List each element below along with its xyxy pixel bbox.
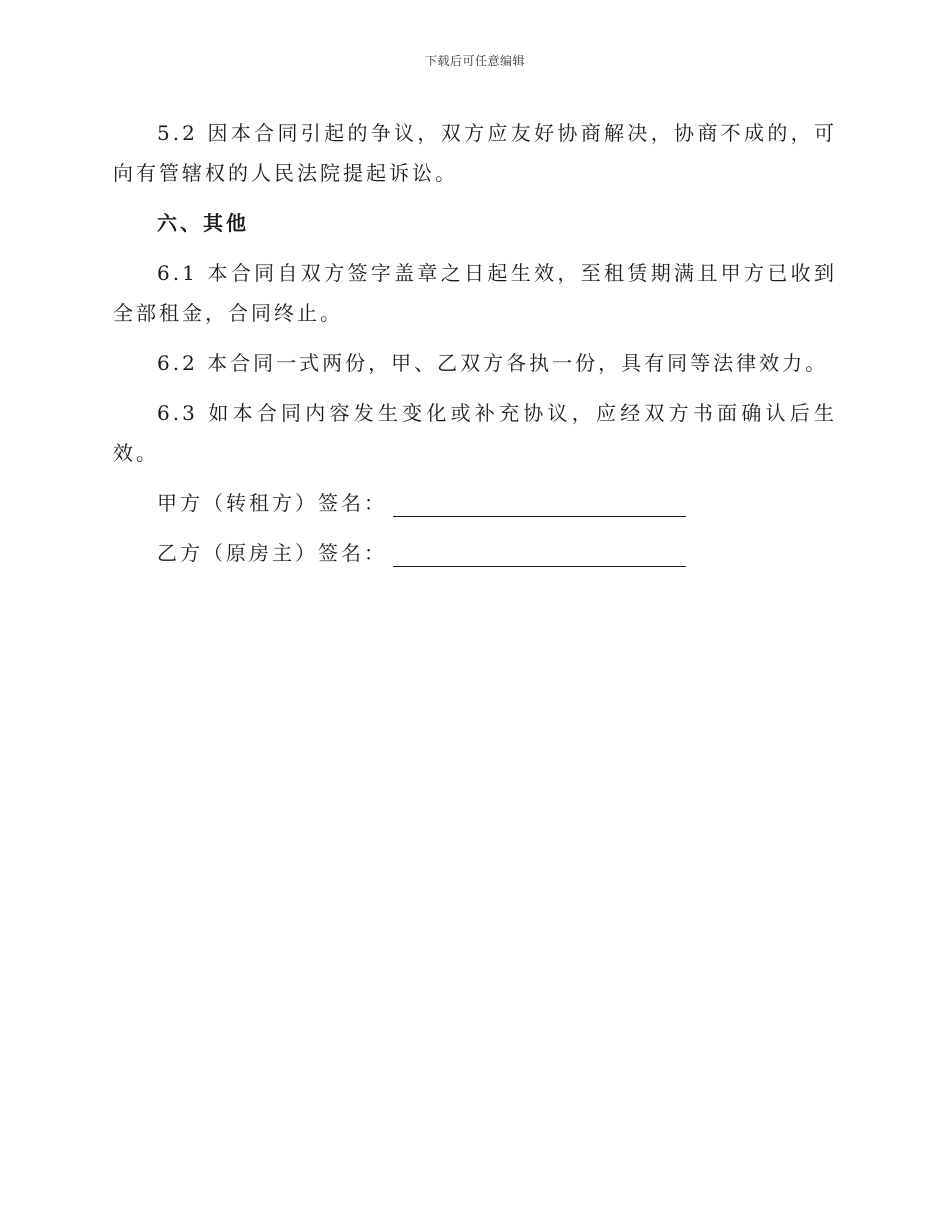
clause-5-2: 5.2 因本合同引起的争议，双方应友好协商解决，协商不成的，可向有管辖权的人民法院提起诉讼。 xyxy=(113,121,837,185)
clause-6-1: 6.1 本合同自双方签字盖章之日起生效，至租赁期满且甲方已收到全部租金，合同终止。 xyxy=(113,261,837,325)
clause-6-3: 6.3 如本合同内容发生变化或补充协议，应经双方书面确认后生效。 xyxy=(113,401,837,465)
party-b-signature-row xyxy=(113,533,837,573)
section-6-heading: 六、其他 xyxy=(157,211,249,235)
document-body xyxy=(113,113,837,583)
party-a-signature-blank[interactable] xyxy=(393,488,686,517)
party-b-signature-label: 乙方（原房主）签名： xyxy=(157,541,387,565)
party-a-signature-row xyxy=(113,483,837,523)
party-a-signature-label: 甲方（转租方）签名： xyxy=(157,491,387,515)
page-header: 下载后可任意编辑 xyxy=(424,54,525,68)
party-b-signature-blank[interactable] xyxy=(393,538,686,567)
clause-6-2: 6.2 本合同一式两份，甲、乙双方各执一份，具有同等法律效力。 xyxy=(157,351,829,375)
